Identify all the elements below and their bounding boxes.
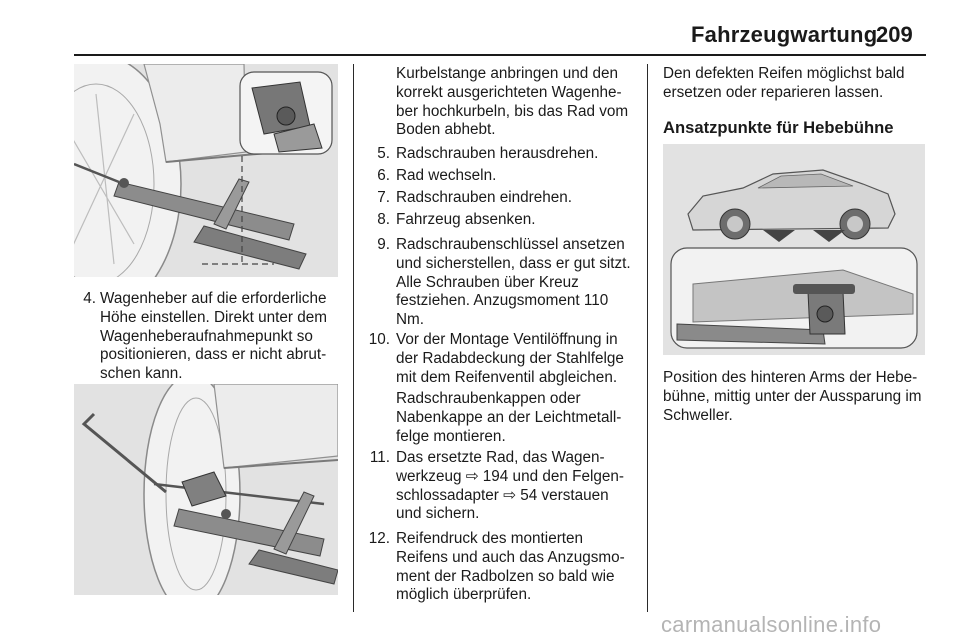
step-text: Wagenheber auf die erforderliche Höhe einstellen. Direkt unter dem Wagenheberaufnahmepunkt so positionieren, dass er nicht abrutschen kann. [100, 290, 328, 383]
step-number: 4. [83, 290, 96, 307]
step-text: Radschraubenkappen oder Nabenkappe an der Leichtmetallfelge montieren. [396, 390, 622, 445]
step-number: 12. [368, 530, 390, 547]
figure-caption: Position des hinteren Arms der Hebebühne, mittig unter der Aussparung im Schweller. [663, 369, 922, 424]
step-text: Radschrauben herausdrehen. [396, 145, 599, 162]
step-number: 9. [377, 236, 390, 253]
page-header-title: Fahrzeugwartung [691, 22, 878, 47]
step-3-continuation: Kurbelstange anbringen und den korrekt ausgerichteten Wagenheber hochkurbeln, bis das Rad vom Boden abhebt. [396, 65, 629, 139]
header-divider [74, 54, 926, 56]
step-text: Radschraubenschlüssel ansetzen und sicherstellen, dass er gut sitzt. Alle Schrauben über Kreuz festziehen. Anzugsmoment 110 Nm. [396, 236, 631, 329]
step-number: 6. [377, 167, 390, 184]
step-number: 11. [369, 449, 390, 466]
step-number: 7. [377, 189, 390, 206]
step-text: Das ersetzte Rad, das Wagenwerkzeug ⇨ 194 und den Felgenschlossadapter ⇨ 54 verstauen und sichern. [396, 449, 624, 523]
step-text: Radschrauben eindrehen. [396, 189, 573, 206]
figure-lift-points [663, 144, 925, 355]
page-number: 209 [876, 22, 913, 47]
watermark: carmanualsonline.info [661, 612, 882, 637]
step-text: Fahrzeug absenken. [396, 211, 536, 228]
step-text: Rad wechseln. [396, 167, 497, 184]
intro-paragraph: Den defekten Reifen möglichst bald ersetzen oder reparieren lassen. [663, 65, 905, 101]
column-divider-2 [647, 64, 648, 612]
step-text: Vor der Montage Ventilöffnung in der Radabdeckung der Stahlfelge mit dem Reifenventil abgleichen. [396, 331, 624, 386]
step-text: Reifendruck des montierten Reifens und auch das Anzugsmoment der Radbolzen so bald wie möglich überprüfen. [396, 530, 625, 604]
step-number: 10. [368, 331, 390, 348]
column-divider-1 [353, 64, 354, 612]
step-number: 8. [377, 211, 390, 228]
section-heading: Ansatzpunkte für Hebebühne [663, 118, 894, 137]
figure-jack-crank [74, 384, 338, 595]
step-number: 5. [377, 145, 390, 162]
figure-jack-placement [74, 64, 338, 277]
